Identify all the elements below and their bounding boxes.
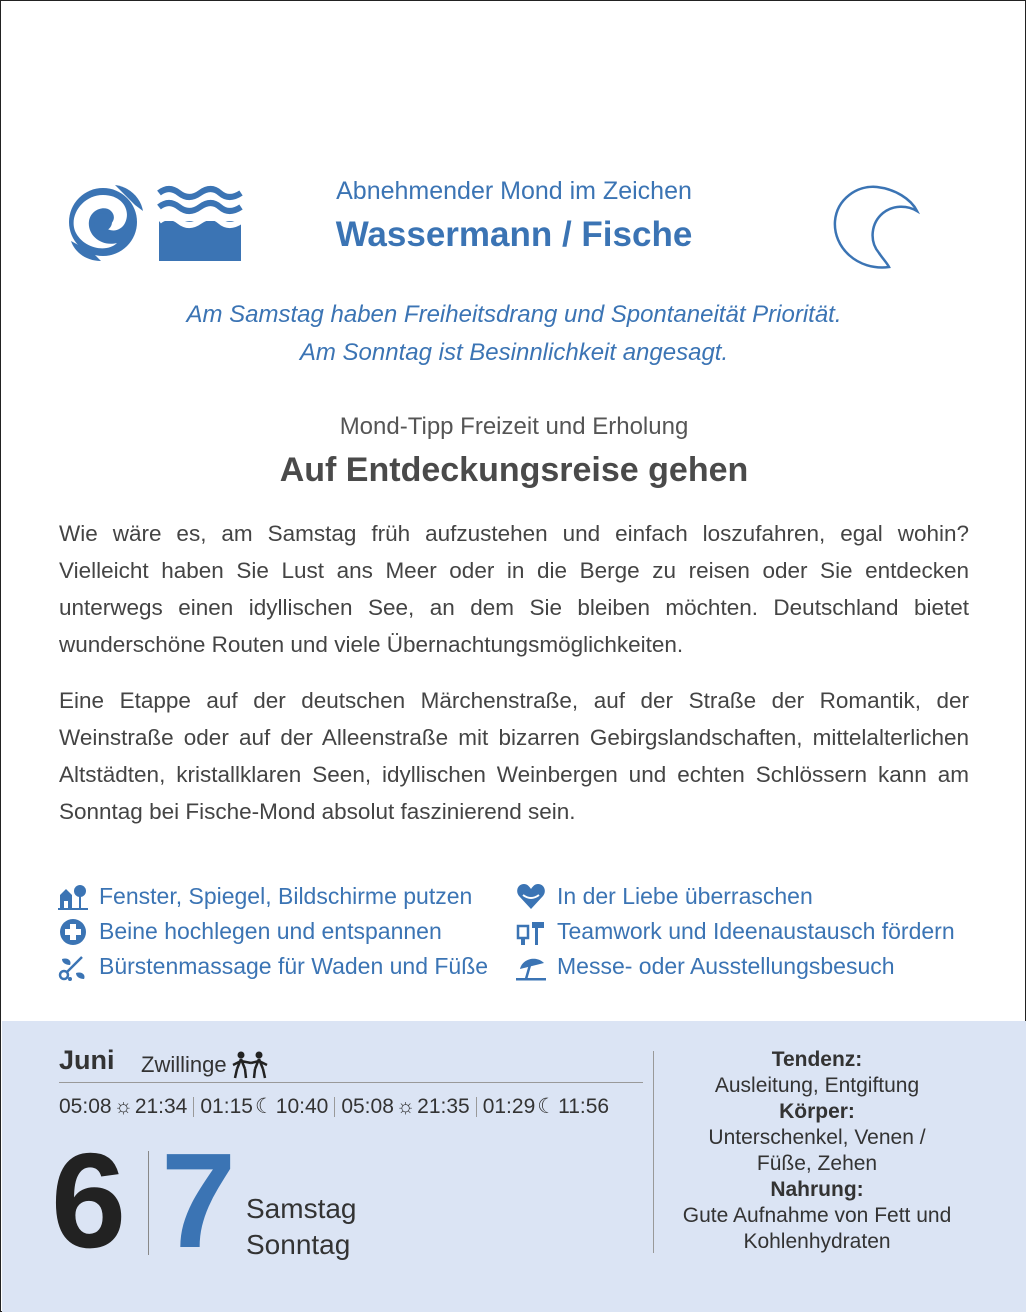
sun-sunrise: 05:08	[341, 1094, 394, 1118]
intro-line: Am Sonntag ist Besinnlichkeit angesagt.	[299, 339, 729, 366]
sat-moonrise: 01:15	[200, 1094, 253, 1118]
list-item	[515, 949, 955, 984]
scissors-leaf-icon	[57, 953, 89, 981]
tip-label: Teamwork und Ideenaustausch fördern	[557, 918, 955, 944]
tip-category: Mond-Tipp Freizeit und Erholung	[339, 413, 689, 440]
sun-moonrise: 01:29	[482, 1094, 536, 1118]
sun-sunset: 21:35	[417, 1094, 470, 1118]
sun-icon: ☼	[395, 1094, 416, 1118]
gemini-twins-icon	[231, 1051, 271, 1079]
tips-list-left	[57, 879, 488, 984]
list-item	[57, 914, 488, 949]
list-item	[57, 949, 488, 984]
tip-label: In der Liebe überraschen	[557, 883, 813, 909]
tip-label: Bürstenmassage für Waden und Füße	[99, 953, 489, 979]
list-item	[515, 914, 955, 949]
tip-label: Messe- oder Ausstellungsbesuch	[557, 953, 895, 979]
list-item	[515, 879, 955, 914]
month-label: Juni	[59, 1045, 115, 1075]
tip-paragraph-2: Eine Etappe auf der deutschen Märchenstraße, auf der Straße der Romantik, der Weinstraße oder auf der Alleenstraße mit bizarren Gebirgslandschaften, mittelalterlichen Altstädten, kristallklaren Seen, idyllischen Weinbergen und echten Schlössern kann am Sonntag bei Fische-Mond absolut faszinierend sein.	[59, 688, 969, 824]
house-tree-icon	[57, 883, 89, 911]
day-separator	[148, 1151, 149, 1255]
zodiac-name: Zwillinge	[141, 1052, 227, 1077]
time-separator	[334, 1097, 335, 1117]
tip-label: Beine hochlegen und entspannen	[99, 918, 442, 944]
day-number-sunday: 7	[161, 1125, 237, 1276]
time-separator	[193, 1097, 194, 1117]
sat-sunrise: 05:08	[59, 1094, 112, 1118]
umbrella-icon	[515, 953, 547, 981]
zodiac-label	[141, 1051, 271, 1079]
tendency-value: Ausleitung, Entgiftung	[714, 1074, 920, 1097]
body-value: Unterschenkel, Venen /	[708, 1126, 926, 1149]
intro-line: Am Samstag haben Freiheitsdrang und Spontaneität Priorität.	[186, 301, 842, 328]
moon-info-panel	[661, 1047, 973, 1255]
medical-cross-icon	[57, 918, 89, 946]
teamwork-icon	[515, 918, 547, 946]
food-value: Kohlenhydraten	[743, 1230, 891, 1253]
tips-list-right	[515, 879, 955, 984]
sat-sunset: 21:34	[134, 1094, 188, 1118]
tip-paragraph-1: Wie wäre es, am Samstag früh aufzustehen und einfach loszufahren, egal wohin? Vielleicht haben Sie Lust ans Meer oder in die Berge zu reisen oder Sie entdecken unterwegs einen idyllischen See, an dem Sie bleiben möchten. Deutschland bietet wunderschöne Routen und viele Übernachtungsmöglichkeiten.	[59, 521, 969, 657]
sat-moonset: 10:40	[275, 1094, 329, 1118]
tip-title: Auf Entdeckungsreise gehen	[279, 451, 749, 489]
tendency-label: Tendenz:	[771, 1048, 863, 1071]
day-name-sunday: Sonntag	[246, 1229, 351, 1260]
sun-moon-times	[59, 1094, 609, 1119]
time-separator	[476, 1097, 477, 1117]
footer-vertical-divider	[653, 1051, 654, 1253]
moon-icon: ☾	[537, 1095, 557, 1118]
day-number-saturday: 6	[51, 1125, 127, 1276]
list-item	[57, 879, 488, 914]
sun-moonset: 11:56	[558, 1094, 610, 1118]
footer-divider	[59, 1082, 643, 1083]
heart-icon	[515, 883, 547, 911]
moon-phase-subtitle: Abnehmender Mond im Zeichen	[336, 177, 692, 205]
moon-icon: ☾	[254, 1095, 274, 1118]
food-value: Gute Aufnahme von Fett und	[682, 1204, 952, 1227]
moon-sign-title: Wassermann / Fische	[335, 215, 693, 254]
sun-icon: ☼	[113, 1094, 133, 1118]
body-label: Körper:	[779, 1100, 855, 1123]
intro-text	[1, 296, 1026, 372]
day-name-saturday: Samstag	[246, 1193, 357, 1224]
tip-label: Fenster, Spiegel, Bildschirme putzen	[99, 883, 473, 909]
body-value: Füße, Zehen	[756, 1152, 878, 1175]
food-label: Nahrung:	[770, 1178, 864, 1201]
